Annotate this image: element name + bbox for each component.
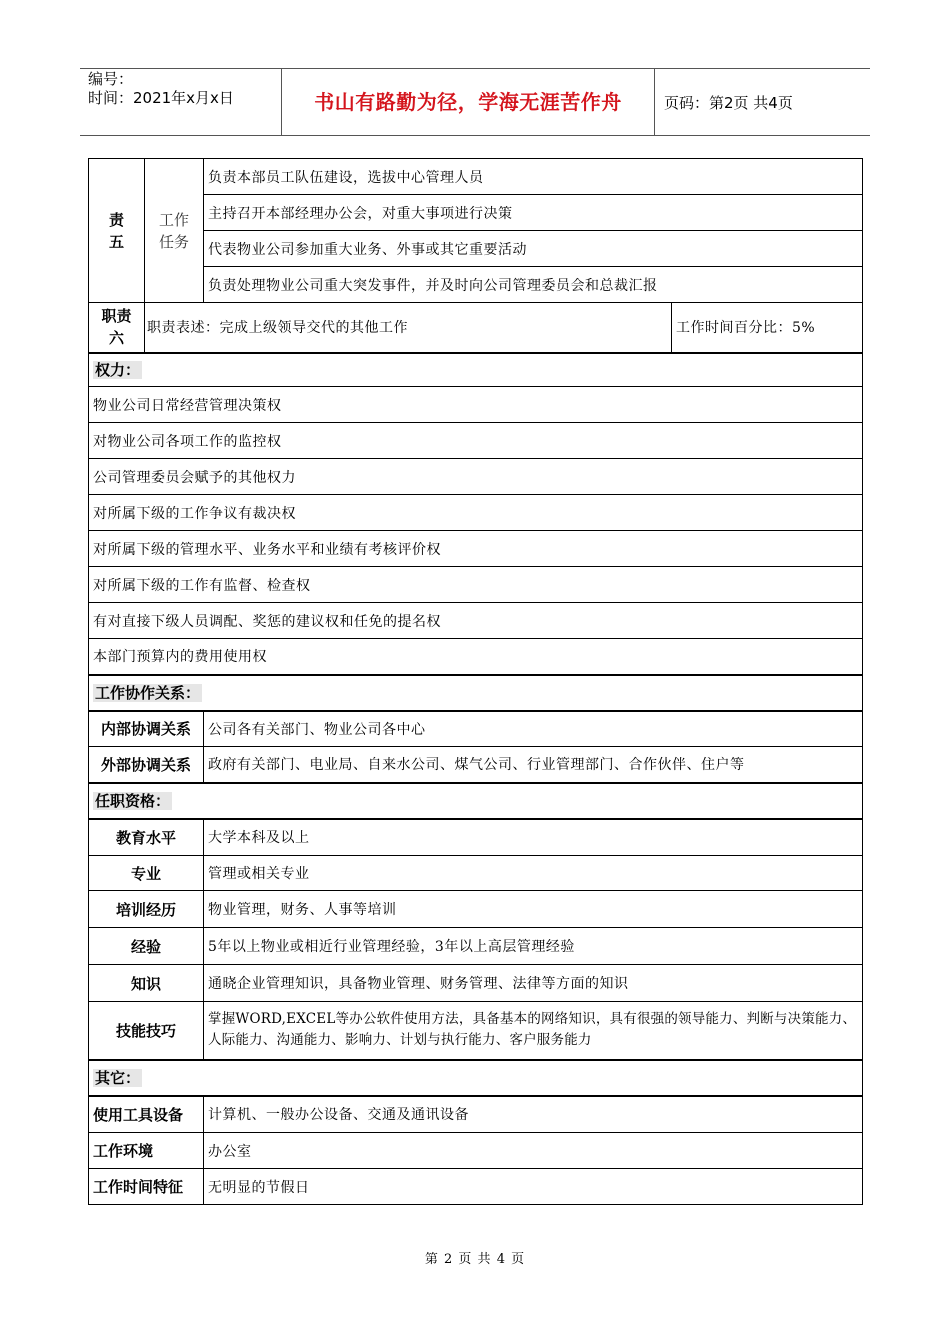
qualification-row	[89, 965, 863, 1002]
power-row	[89, 567, 863, 603]
page-footer: 第 2 页 共 4 页	[424, 1252, 526, 1267]
duty6-description: 职责表述：完成上级领导交代的其他工作	[145, 303, 672, 353]
others-row	[89, 1133, 863, 1169]
duty5-task: 代表物业公司参加重大业务、外事或其它重要活动	[204, 231, 863, 267]
section-header	[89, 353, 863, 387]
qualification-label: 技能技巧	[89, 1002, 204, 1060]
qualification-value: 管理或相关专业	[204, 856, 863, 891]
header-divider	[654, 68, 655, 135]
qualification-row	[89, 1002, 863, 1060]
document-code-label: 编号：	[88, 70, 134, 88]
section-header	[89, 675, 863, 711]
duty6-row	[89, 303, 863, 353]
power-row	[89, 495, 863, 531]
cooperation-row	[89, 747, 863, 783]
others-label: 工作环境	[89, 1133, 204, 1169]
power-item: 对所属下级的管理水平、业务水平和业绩有考核评价权	[89, 531, 863, 567]
duty5-label: 责 五	[89, 159, 145, 303]
others-value: 办公室	[204, 1133, 863, 1169]
others-label: 工作时间特征	[89, 1169, 204, 1205]
qualification-row	[89, 819, 863, 856]
duty5-row	[89, 231, 863, 267]
cooperation-row	[89, 711, 863, 747]
power-item: 有对直接下级人员调配、奖惩的建议权和任免的提名权	[89, 603, 863, 639]
power-item: 对所属下级的工作争议有裁决权	[89, 495, 863, 531]
header-bottom-rule	[80, 135, 870, 136]
duty5-task: 主持召开本部经理办公会，对重大事项进行决策	[204, 195, 863, 231]
qualification-row	[89, 891, 863, 928]
power-row	[89, 603, 863, 639]
qualification-row	[89, 928, 863, 965]
cooperation-title: 工作协作关系：	[95, 684, 201, 702]
power-item: 公司管理委员会赋予的其他权力	[89, 459, 863, 495]
power-item: 对所属下级的工作有监督、检查权	[89, 567, 863, 603]
cooperation-label: 外部协调关系	[89, 747, 204, 783]
duty5-sublabel: 工作 任务	[145, 159, 204, 303]
power-row	[89, 459, 863, 495]
qualification-row	[89, 856, 863, 891]
header-top-rule	[80, 68, 870, 69]
duty6-label: 职责 六	[89, 303, 145, 353]
others-label: 使用工具设备	[89, 1096, 204, 1133]
qualification-label: 经验	[89, 928, 204, 965]
section-header	[89, 1060, 863, 1096]
duty5-row	[89, 267, 863, 303]
header-motto: 书山有路勤为径，学海无涯苦作舟	[314, 90, 622, 114]
qualification-label: 知识	[89, 965, 204, 1002]
qualification-label: 教育水平	[89, 819, 204, 856]
qualification-value: 物业管理，财务、人事等培训	[204, 891, 863, 928]
qualifications-title: 任职资格：	[95, 792, 171, 810]
power-item: 物业公司日常经营管理决策权	[89, 387, 863, 423]
others-value: 计算机、一般办公设备、交通及通讯设备	[204, 1096, 863, 1133]
power-item: 本部门预算内的费用使用权	[89, 639, 863, 675]
duty6-time-percent: 工作时间百分比：5%	[672, 303, 863, 353]
qualification-value: 掌握WORD,EXCEL等办公软件使用方法，具备基本的网络知识，具有很强的领导能力、判断与决策能力、人际能力、沟通能力、影响力、计划与执行能力、客户服务能力	[204, 1002, 863, 1060]
power-row	[89, 423, 863, 459]
cooperation-label: 内部协调关系	[89, 711, 204, 747]
header-meta	[88, 70, 234, 108]
qualification-value: 通晓企业管理知识，具备物业管理、财务管理、法律等方面的知识	[204, 965, 863, 1002]
section-header	[89, 783, 863, 819]
document-time-label: 时间：2021年x月x日	[88, 89, 234, 107]
cooperation-value: 公司各有关部门、物业公司各中心	[204, 711, 863, 747]
header-page-number: 页码：第2页 共4页	[664, 94, 793, 112]
others-value: 无明显的节假日	[204, 1169, 863, 1205]
others-row	[89, 1096, 863, 1133]
duty5-row	[89, 159, 863, 195]
duty5-row	[89, 195, 863, 231]
power-item: 对物业公司各项工作的监控权	[89, 423, 863, 459]
duty5-task: 负责处理物业公司重大突发事件，并及时向公司管理委员会和总裁汇报	[204, 267, 863, 303]
qualification-value: 5年以上物业或相近行业管理经验，3年以上高层管理经验	[204, 928, 863, 965]
power-row	[89, 387, 863, 423]
duty5-task: 负责本部员工队伍建设，选拔中心管理人员	[204, 159, 863, 195]
others-title: 其它：	[95, 1069, 141, 1087]
power-row	[89, 531, 863, 567]
power-row	[89, 639, 863, 675]
qualification-label: 培训经历	[89, 891, 204, 928]
job-description-table	[88, 158, 863, 1205]
powers-title: 权力：	[95, 361, 141, 380]
others-row	[89, 1169, 863, 1205]
cooperation-value: 政府有关部门、电业局、自来水公司、煤气公司、行业管理部门、合作伙伴、住户等	[204, 747, 863, 783]
qualification-label: 专业	[89, 856, 204, 891]
qualification-value: 大学本科及以上	[204, 819, 863, 856]
